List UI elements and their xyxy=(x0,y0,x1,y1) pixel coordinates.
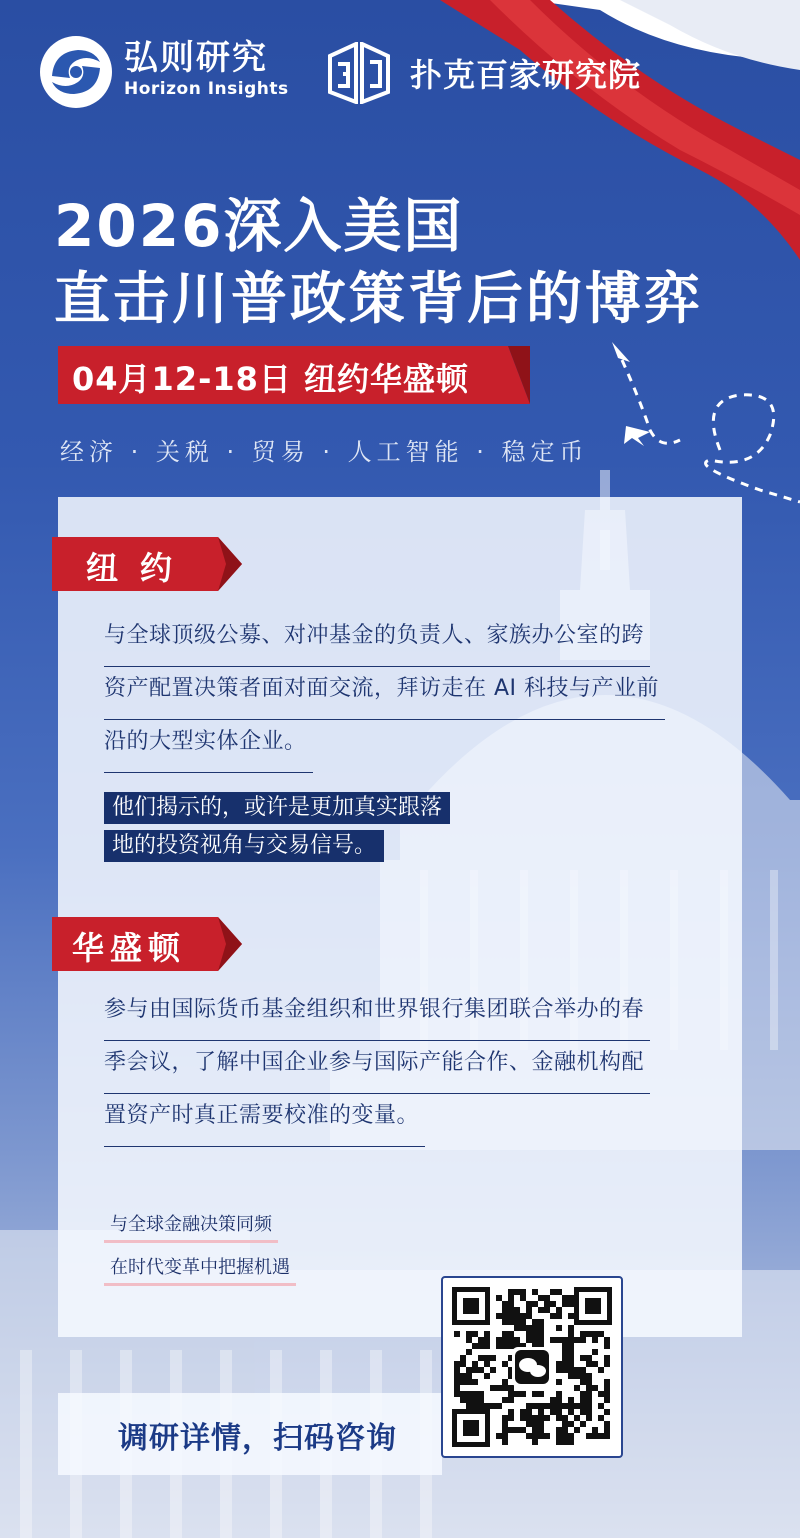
qr-module xyxy=(514,1289,520,1295)
qr-module xyxy=(586,1391,592,1397)
qr-module xyxy=(568,1295,574,1301)
slogan xyxy=(104,1210,296,1296)
qr-module xyxy=(508,1343,514,1349)
qr-module xyxy=(508,1313,514,1319)
qr-module xyxy=(574,1337,580,1343)
qr-module xyxy=(550,1409,556,1415)
qr-module xyxy=(550,1337,556,1343)
qr-module xyxy=(460,1355,466,1361)
qr-module xyxy=(502,1343,508,1349)
tag-washington-label: 华盛顿 xyxy=(72,929,187,967)
qr-module xyxy=(508,1295,514,1301)
qr-module xyxy=(556,1367,562,1373)
qr-module xyxy=(502,1415,508,1421)
qr-module xyxy=(580,1391,586,1397)
qr-module xyxy=(556,1433,562,1439)
qr-module xyxy=(592,1349,598,1355)
qr-module xyxy=(454,1391,460,1397)
qr-module xyxy=(568,1301,574,1307)
qr-module xyxy=(580,1409,586,1415)
qr-module xyxy=(550,1301,556,1307)
qr-module xyxy=(586,1403,592,1409)
qr-module xyxy=(496,1337,502,1343)
qr-module xyxy=(490,1367,496,1373)
qr-module xyxy=(520,1325,526,1331)
qr-module xyxy=(568,1433,574,1439)
qr-module xyxy=(586,1373,592,1379)
horizon-logo-icon xyxy=(40,36,112,108)
new-york-paragraph xyxy=(104,614,665,773)
qr-module xyxy=(580,1403,586,1409)
qr-module xyxy=(538,1325,544,1331)
qr-module xyxy=(580,1379,586,1385)
qr-module xyxy=(592,1337,598,1343)
qr-module xyxy=(526,1433,532,1439)
qr-module xyxy=(568,1367,574,1373)
washington-paragraph xyxy=(104,988,650,1147)
qr-module xyxy=(598,1367,604,1373)
qr-module xyxy=(472,1379,478,1385)
qr-module xyxy=(490,1355,496,1361)
qr-module xyxy=(472,1331,478,1337)
qr-module xyxy=(538,1337,544,1343)
qr-module xyxy=(586,1415,592,1421)
qr-module xyxy=(502,1439,508,1445)
qr-module xyxy=(550,1313,556,1319)
qr-module xyxy=(502,1331,508,1337)
qr-module xyxy=(586,1409,592,1415)
qr-module xyxy=(532,1439,538,1445)
qr-module xyxy=(496,1343,502,1349)
tag-new-york-label: 纽约 xyxy=(86,549,195,587)
qr-module xyxy=(574,1427,580,1433)
qr-module xyxy=(532,1325,538,1331)
qr-module xyxy=(466,1379,472,1385)
paragraph-line: 参与由国际货币基金组织和世界银行集团联合举办的春 xyxy=(104,988,650,1041)
qr-module xyxy=(502,1301,508,1307)
topics-line: 经济 · 关税 · 贸易 · 人工智能 · 稳定币 xyxy=(60,438,589,466)
qr-module xyxy=(544,1415,550,1421)
qr-module xyxy=(592,1385,598,1391)
qr-module xyxy=(574,1385,580,1391)
cta-band xyxy=(58,1393,742,1475)
paragraph-line: 与全球顶级公募、对冲基金的负责人、家族办公室的跨 xyxy=(104,614,650,667)
qr-module xyxy=(538,1307,544,1313)
horizon-brand-cn: 弘则研究 xyxy=(124,38,268,78)
qr-module xyxy=(472,1397,478,1403)
qr-module xyxy=(550,1403,556,1409)
qr-module xyxy=(598,1331,604,1337)
qr-module xyxy=(526,1403,532,1409)
qr-module xyxy=(538,1433,544,1439)
qr-module xyxy=(478,1397,484,1403)
qr-module xyxy=(556,1325,562,1331)
qr-module xyxy=(496,1403,502,1409)
qr-module xyxy=(508,1397,514,1403)
qr-module xyxy=(502,1361,508,1367)
qr-module xyxy=(574,1373,580,1379)
qr-module xyxy=(568,1349,574,1355)
qr-module xyxy=(478,1337,484,1343)
horizon-brand-en: Horizon Insights xyxy=(124,79,289,99)
qr-module xyxy=(562,1415,568,1421)
qr-module xyxy=(514,1313,520,1319)
qr-module xyxy=(550,1289,556,1295)
qr-module xyxy=(568,1325,574,1331)
qr-module xyxy=(520,1415,526,1421)
qr-module xyxy=(568,1403,574,1409)
qr-module xyxy=(454,1331,460,1337)
cta-text: 调研详情，扫码咨询 xyxy=(118,1421,397,1456)
qr-module xyxy=(604,1397,610,1403)
qr-module xyxy=(568,1355,574,1361)
qr-module xyxy=(526,1307,532,1313)
qr-module xyxy=(526,1301,532,1307)
qr-module xyxy=(568,1409,574,1415)
qr-module xyxy=(454,1361,460,1367)
qr-module xyxy=(502,1421,508,1427)
paragraph-line: 季会议，了解中国企业参与国际产能合作、金融机构配 xyxy=(104,1041,650,1094)
qr-module xyxy=(580,1421,586,1427)
qr-module xyxy=(562,1433,568,1439)
qr-module xyxy=(562,1355,568,1361)
horizon-brand xyxy=(124,38,289,100)
qr-module xyxy=(496,1295,502,1301)
qr-module xyxy=(484,1355,490,1361)
qr-module xyxy=(520,1391,526,1397)
slogan-line: 与全球金融决策同频 xyxy=(104,1210,278,1243)
qr-module xyxy=(604,1391,610,1397)
qr-module xyxy=(592,1427,598,1433)
qr-code-pattern xyxy=(452,1287,612,1447)
qr-module xyxy=(454,1367,460,1373)
qr-module xyxy=(496,1313,502,1319)
qr-module xyxy=(466,1337,472,1343)
qr-module xyxy=(556,1391,562,1397)
qr-module xyxy=(556,1415,562,1421)
qr-module xyxy=(580,1337,586,1343)
qr-module xyxy=(478,1343,484,1349)
qr-module xyxy=(604,1421,610,1427)
qr-module xyxy=(508,1415,514,1421)
qr-module xyxy=(514,1391,520,1397)
qr-module xyxy=(604,1337,610,1343)
qr-module xyxy=(526,1313,532,1319)
qr-module xyxy=(562,1421,568,1427)
qr-module xyxy=(532,1415,538,1421)
qr-module xyxy=(562,1295,568,1301)
qr-module xyxy=(478,1403,484,1409)
paper-plane-icon xyxy=(560,340,800,510)
qr-module xyxy=(598,1403,604,1409)
qr-module xyxy=(472,1361,478,1367)
qr-module xyxy=(568,1397,574,1403)
qr-module xyxy=(538,1427,544,1433)
qr-module xyxy=(544,1403,550,1409)
qr-module xyxy=(604,1361,610,1367)
qr-module xyxy=(556,1337,562,1343)
qr-module xyxy=(556,1397,562,1403)
qr-module xyxy=(586,1379,592,1385)
qr-module xyxy=(568,1439,574,1445)
qr-module xyxy=(562,1361,568,1367)
qr-module xyxy=(460,1397,466,1403)
qr-module xyxy=(508,1319,514,1325)
qr-module xyxy=(538,1319,544,1325)
qr-module xyxy=(568,1313,574,1319)
qr-module xyxy=(472,1367,478,1373)
qr-module xyxy=(478,1355,484,1361)
highlight-line: 他们揭示的，或许是更加真实跟落 xyxy=(104,792,450,824)
qr-module xyxy=(490,1403,496,1409)
qr-module xyxy=(538,1391,544,1397)
new-york-highlight xyxy=(104,792,450,868)
qr-module xyxy=(538,1295,544,1301)
qr-module xyxy=(574,1415,580,1421)
qr-module xyxy=(550,1397,556,1403)
qr-module xyxy=(556,1403,562,1409)
qr-module xyxy=(508,1385,514,1391)
qr-module xyxy=(598,1391,604,1397)
qr-module xyxy=(472,1343,478,1349)
qr-module xyxy=(508,1331,514,1337)
qr-module xyxy=(514,1325,520,1331)
qr-module xyxy=(466,1403,472,1409)
qr-module xyxy=(556,1439,562,1445)
qr-module xyxy=(484,1337,490,1343)
qr-module xyxy=(460,1373,466,1379)
paragraph-line: 沿的大型实体企业。 xyxy=(104,720,313,773)
qr-module xyxy=(508,1307,514,1313)
qr-module xyxy=(484,1343,490,1349)
qr-module xyxy=(544,1301,550,1307)
qr-module xyxy=(604,1427,610,1433)
qr-module xyxy=(454,1373,460,1379)
qr-module xyxy=(592,1331,598,1337)
qr-module xyxy=(562,1367,568,1373)
qr-module xyxy=(538,1403,544,1409)
qr-module xyxy=(514,1337,520,1343)
title-line-1: 2026深入美国 xyxy=(54,192,464,260)
qr-module xyxy=(580,1331,586,1337)
qr-module xyxy=(508,1337,514,1343)
qr-module xyxy=(460,1391,466,1397)
qr-module xyxy=(580,1397,586,1403)
qr-module xyxy=(568,1421,574,1427)
qr-module xyxy=(556,1289,562,1295)
qr-module xyxy=(520,1313,526,1319)
slogan-line: 在时代变革中把握机遇 xyxy=(104,1253,296,1286)
qr-module xyxy=(562,1349,568,1355)
qr-module xyxy=(520,1289,526,1295)
qr-module xyxy=(556,1427,562,1433)
qr-module xyxy=(502,1385,508,1391)
qr-module xyxy=(598,1433,604,1439)
qr-module xyxy=(508,1301,514,1307)
qr-module xyxy=(538,1415,544,1421)
date-location-text: 04月12-18日 纽约华盛顿 xyxy=(72,360,470,398)
qr-module xyxy=(562,1439,568,1445)
paragraph-line: 资产配置决策者面对面交流，拜访走在 AI 科技与产业前 xyxy=(104,667,665,720)
qr-module xyxy=(586,1361,592,1367)
qr-module xyxy=(460,1379,466,1385)
qr-module xyxy=(562,1427,568,1433)
qr-module xyxy=(502,1433,508,1439)
qr-module xyxy=(526,1409,532,1415)
qr-module xyxy=(556,1379,562,1385)
qr-module xyxy=(532,1319,538,1325)
qr-module xyxy=(556,1361,562,1367)
qr-module xyxy=(502,1337,508,1343)
qr-module xyxy=(604,1355,610,1361)
qr-module xyxy=(520,1427,526,1433)
qr-module xyxy=(508,1289,514,1295)
qr-module xyxy=(532,1289,538,1295)
qr-module xyxy=(532,1403,538,1409)
paragraph-line: 置资产时真正需要校准的变量。 xyxy=(104,1094,425,1147)
qr-module xyxy=(556,1313,562,1319)
title-line-2: 直击川普政策背后的博弈 xyxy=(54,267,703,332)
pk-brand: 扑克百家研究院 xyxy=(410,56,642,94)
qr-module xyxy=(562,1343,568,1349)
qr-module xyxy=(526,1337,532,1343)
qr-module xyxy=(478,1367,484,1373)
qr-module xyxy=(538,1409,544,1415)
qr-module xyxy=(562,1301,568,1307)
qr-module xyxy=(568,1343,574,1349)
qr-module xyxy=(532,1433,538,1439)
qr-module xyxy=(502,1427,508,1433)
qr-module xyxy=(502,1397,508,1403)
qr-module xyxy=(520,1409,526,1415)
poster-title xyxy=(54,190,703,338)
qr-module xyxy=(526,1415,532,1421)
qr-module xyxy=(472,1391,478,1397)
qr-module xyxy=(520,1295,526,1301)
qr-code-icon[interactable] xyxy=(441,1276,623,1458)
qr-module xyxy=(508,1391,514,1397)
qr-module xyxy=(592,1433,598,1439)
qr-module xyxy=(502,1313,508,1319)
qr-module xyxy=(514,1307,520,1313)
qr-module xyxy=(502,1379,508,1385)
qr-module xyxy=(520,1319,526,1325)
qr-module xyxy=(586,1397,592,1403)
qr-module xyxy=(556,1307,562,1313)
qr-module xyxy=(586,1385,592,1391)
qr-module xyxy=(544,1307,550,1313)
qr-module xyxy=(514,1427,520,1433)
qr-module xyxy=(574,1403,580,1409)
qr-module xyxy=(586,1433,592,1439)
qr-module xyxy=(454,1379,460,1385)
qr-module xyxy=(526,1331,532,1337)
qr-module xyxy=(454,1385,460,1391)
qr-module xyxy=(466,1373,472,1379)
qr-module xyxy=(490,1385,496,1391)
qr-module xyxy=(466,1349,472,1355)
qr-module xyxy=(472,1403,478,1409)
qr-module xyxy=(604,1433,610,1439)
qr-module xyxy=(532,1337,538,1343)
qr-module xyxy=(466,1391,472,1397)
tag-washington xyxy=(52,917,242,971)
qr-module xyxy=(604,1343,610,1349)
qr-module xyxy=(544,1433,550,1439)
qr-module xyxy=(484,1373,490,1379)
qr-module xyxy=(604,1385,610,1391)
highlight-line: 地的投资视角与交易信号。 xyxy=(104,830,384,862)
qr-module xyxy=(562,1403,568,1409)
qr-module xyxy=(484,1361,490,1367)
qr-module xyxy=(556,1409,562,1415)
qr-module xyxy=(466,1367,472,1373)
qr-module xyxy=(502,1307,508,1313)
qr-module xyxy=(508,1427,514,1433)
qr-module xyxy=(568,1337,574,1343)
qr-module xyxy=(460,1361,466,1367)
qr-module xyxy=(508,1409,514,1415)
qr-module xyxy=(580,1367,586,1373)
qr-module xyxy=(580,1373,586,1379)
qr-module xyxy=(478,1391,484,1397)
qr-module xyxy=(532,1331,538,1337)
qr-module xyxy=(598,1415,604,1421)
qr-module xyxy=(526,1421,532,1427)
qr-module xyxy=(532,1427,538,1433)
qr-module xyxy=(544,1295,550,1301)
pk-logo-icon xyxy=(326,42,392,104)
qr-module xyxy=(532,1391,538,1397)
tag-new-york xyxy=(52,537,242,591)
qr-module xyxy=(592,1361,598,1367)
qr-module xyxy=(496,1385,502,1391)
qr-module xyxy=(586,1331,592,1337)
qr-module xyxy=(586,1355,592,1361)
qr-module xyxy=(568,1361,574,1367)
qr-module xyxy=(496,1433,502,1439)
qr-module xyxy=(502,1319,508,1325)
qr-module xyxy=(466,1331,472,1337)
qr-module xyxy=(604,1409,610,1415)
qr-module xyxy=(538,1331,544,1337)
qr-module xyxy=(484,1403,490,1409)
qr-module xyxy=(604,1379,610,1385)
date-location-banner xyxy=(58,346,530,404)
qr-module xyxy=(484,1331,490,1337)
qr-module xyxy=(568,1373,574,1379)
qr-module xyxy=(580,1355,586,1361)
qr-module xyxy=(562,1337,568,1343)
qr-module xyxy=(466,1397,472,1403)
qr-module xyxy=(532,1301,538,1307)
qr-module xyxy=(514,1319,520,1325)
qr-module xyxy=(526,1325,532,1331)
qr-module xyxy=(532,1421,538,1427)
qr-module xyxy=(574,1367,580,1373)
qr-module xyxy=(538,1421,544,1427)
qr-module xyxy=(568,1331,574,1337)
